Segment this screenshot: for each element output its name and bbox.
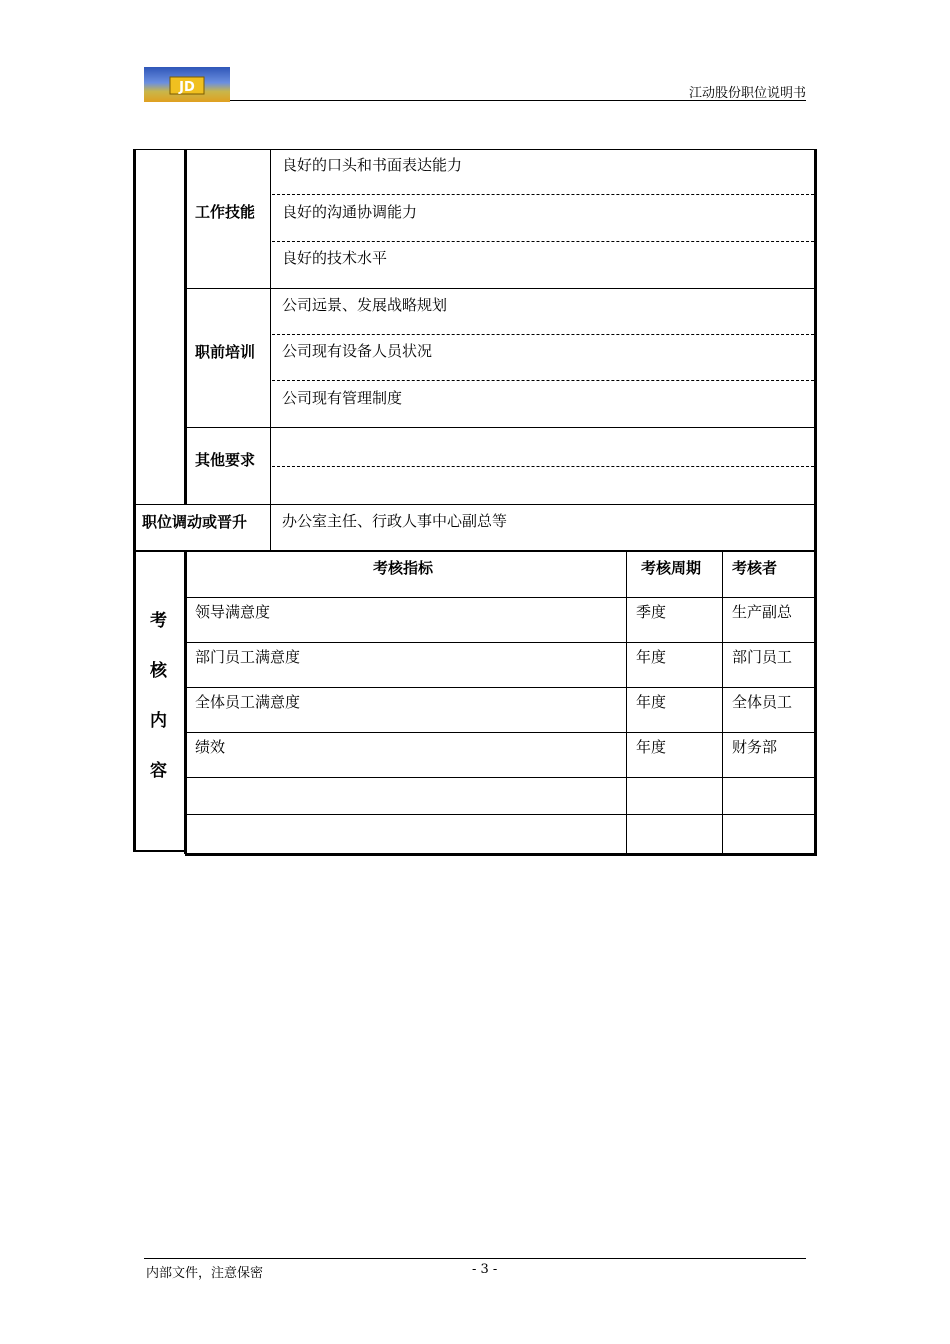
- row-2-assessor: 部门员工: [732, 648, 793, 666]
- row-1-assessor: 生产副总: [732, 603, 793, 621]
- page-number: - 3 -: [472, 1262, 498, 1277]
- row-2-period: 年度: [636, 648, 667, 666]
- row-3-indicator: 全体员工满意度: [195, 693, 301, 711]
- row-3-assessor: 全体员工: [732, 693, 793, 711]
- row-1-period: 季度: [636, 603, 667, 621]
- header-period: 考核周期: [641, 559, 702, 577]
- footer-confidential: 内部文件，注意保密: [146, 1266, 264, 1281]
- logo-text: JD: [179, 80, 195, 95]
- training-item-1: 公司远景、发展战略规划: [282, 296, 448, 314]
- row-4-indicator: 绩效: [195, 738, 226, 756]
- skill-item-2: 良好的沟通协调能力: [282, 203, 418, 221]
- assessment-char-1: 考: [150, 611, 167, 631]
- training-label: 职前培训: [195, 343, 256, 361]
- skill-item-1: 良好的口头和书面表达能力: [282, 156, 463, 174]
- row-4-assessor: 财务部: [732, 738, 778, 756]
- row-2-indicator: 部门员工满意度: [195, 648, 301, 666]
- header-assessor: 考核者: [732, 559, 778, 577]
- assessment-char-4: 容: [150, 761, 167, 781]
- document-title: 江动股份职位说明书: [688, 86, 806, 101]
- company-logo: [144, 67, 230, 102]
- assessment-char-2: 核: [150, 661, 167, 681]
- footer-rule: [144, 1258, 806, 1259]
- assessment-char-3: 内: [150, 711, 167, 731]
- row-3-period: 年度: [636, 693, 667, 711]
- other-requirements-label: 其他要求: [195, 451, 256, 469]
- row-1-indicator: 领导满意度: [195, 603, 271, 621]
- header-indicator: 考核指标: [373, 559, 434, 577]
- skill-item-3: 良好的技术水平: [282, 249, 388, 267]
- promotion-value: 办公室主任、行政人事中心副总等: [282, 512, 508, 530]
- row-4-period: 年度: [636, 738, 667, 756]
- promotion-label: 职位调动或晋升: [142, 513, 248, 531]
- training-item-2: 公司现有设备人员状况: [282, 342, 433, 360]
- training-item-3: 公司现有管理制度: [282, 389, 403, 407]
- skills-label: 工作技能: [195, 203, 256, 221]
